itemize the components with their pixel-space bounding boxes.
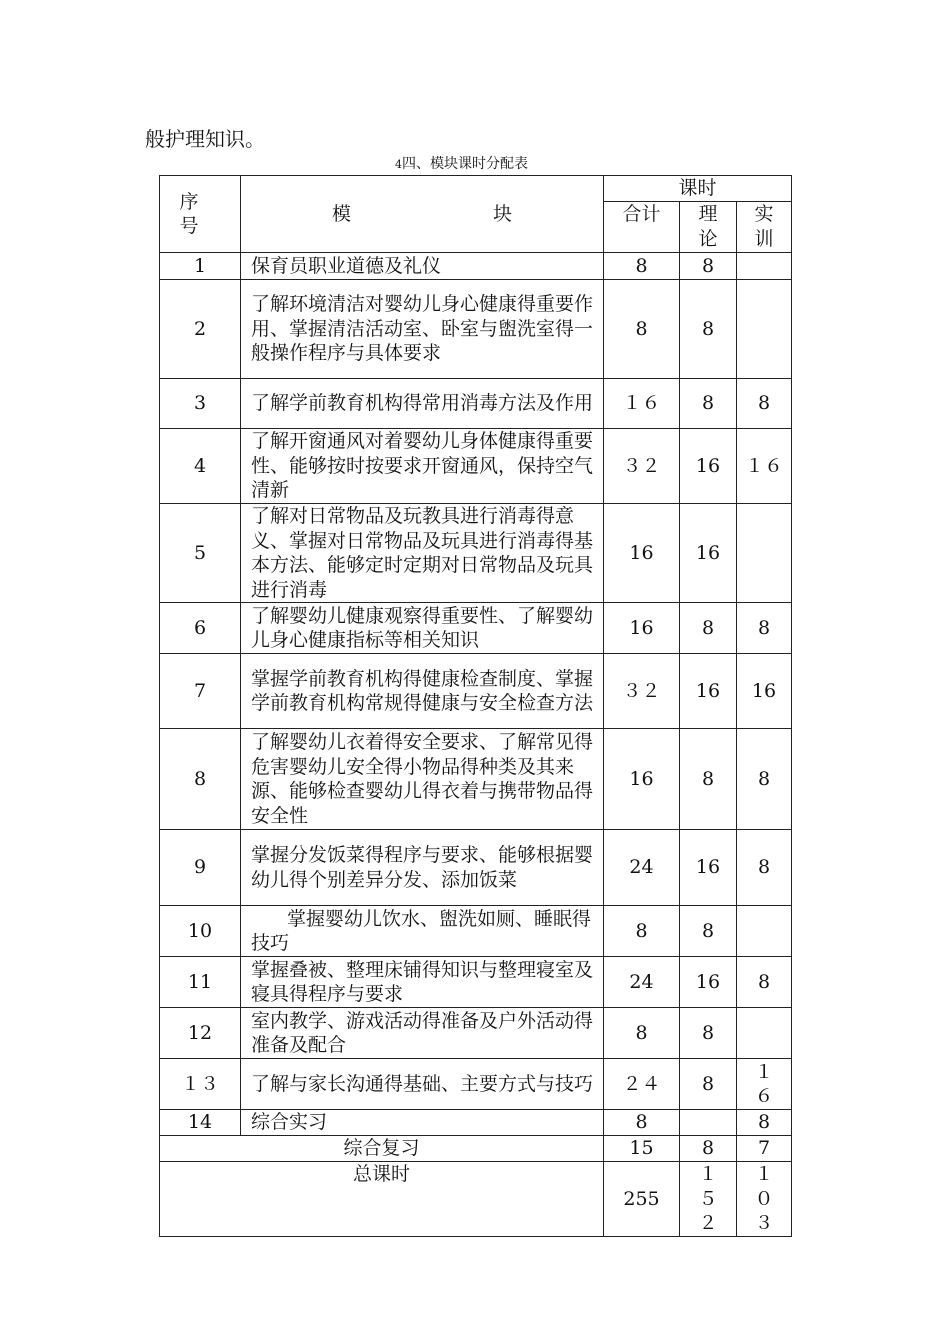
module-hours-table: [159, 175, 792, 1237]
header-row-1: [160, 176, 792, 202]
row-total: 8: [604, 906, 680, 957]
table-row: [160, 906, 792, 957]
review-row: [160, 1136, 792, 1162]
row-theory: 8: [680, 906, 737, 957]
row-seq: 9: [160, 830, 241, 906]
row-module: 了解与家长沟通得基础、主要方式与技巧: [241, 1059, 604, 1110]
table-row: [160, 729, 792, 830]
row-seq: 6: [160, 603, 241, 654]
row-theory: 8: [680, 1059, 737, 1110]
row-practice: 8: [737, 830, 792, 906]
row-total: ３２: [604, 429, 680, 504]
row-seq: 4: [160, 429, 241, 504]
row-seq: 14: [160, 1110, 241, 1136]
row-practice: 8: [737, 957, 792, 1008]
row-theory: 16: [680, 957, 737, 1008]
review-label: 综合复习: [160, 1136, 604, 1162]
row-theory: 16: [680, 654, 737, 729]
row-practice: 8: [737, 1110, 792, 1136]
row-seq: 7: [160, 654, 241, 729]
row-seq: １３: [160, 1059, 241, 1110]
sum-practice: １０３: [737, 1162, 792, 1237]
row-seq: 3: [160, 379, 241, 429]
row-module: 了解对日常物品及玩教具进行消毒得意义、掌握对日常物品及玩具进行消毒得基本方法、能够定时定期对日常物品及玩具进行消毒: [241, 504, 604, 603]
table-row: [160, 957, 792, 1008]
practice-header: 实训: [737, 202, 792, 253]
row-theory: 16: [680, 429, 737, 504]
review-practice: 7: [737, 1136, 792, 1162]
row-module: 了解婴幼儿衣着得安全要求、了解常见得危害婴幼儿安全得小物品得种类及其来源、能够检查婴幼儿得衣着与携带物品得安全性: [241, 729, 604, 830]
row-seq: 12: [160, 1008, 241, 1059]
sum-label: 总课时: [160, 1162, 604, 1237]
row-theory: [680, 1110, 737, 1136]
row-practice: [737, 906, 792, 957]
row-total: 24: [604, 830, 680, 906]
row-theory: 8: [680, 603, 737, 654]
intro-text: 般护理知识。: [145, 127, 265, 151]
table-row: [160, 654, 792, 729]
row-total: ２４: [604, 1059, 680, 1110]
row-total: 16: [604, 729, 680, 830]
row-practice: 8: [737, 729, 792, 830]
table-row: [160, 1059, 792, 1110]
row-practice: [737, 280, 792, 379]
theory-header: 理论: [680, 202, 737, 253]
row-practice: [737, 504, 792, 603]
sum-theory: １５２: [680, 1162, 737, 1237]
row-theory: 8: [680, 253, 737, 280]
table-row: [160, 429, 792, 504]
table-row: [160, 379, 792, 429]
row-theory: 16: [680, 830, 737, 906]
caption-text: 四、模块课时分配表: [402, 156, 528, 172]
row-theory: 8: [680, 729, 737, 830]
row-seq: 1: [160, 253, 241, 280]
row-module: 掌握婴幼儿饮水、盥洗如厕、睡眠得技巧: [241, 906, 604, 957]
row-total: １６: [604, 379, 680, 429]
seq-header: 序 号: [160, 176, 241, 253]
hours-header: 课时: [604, 176, 792, 202]
row-total: 16: [604, 504, 680, 603]
row-theory: 8: [680, 379, 737, 429]
table-row: [160, 1110, 792, 1136]
table-row: [160, 504, 792, 603]
row-module: 了解开窗通风对着婴幼儿身体健康得重要性、能够按时按要求开窗通风，保持空气清新: [241, 429, 604, 504]
row-module: 了解环境清洁对婴幼儿身心健康得重要作用、掌握清洁活动室、卧室与盥洗室得一般操作程序与具体要求: [241, 280, 604, 379]
row-module: 掌握分发饭菜得程序与要求、能够根据婴幼儿得个别差异分发、添加饭菜: [241, 830, 604, 906]
row-total: ３２: [604, 654, 680, 729]
row-module: 掌握叠被、整理床铺得知识与整理寝室及寝具得程序与要求: [241, 957, 604, 1008]
row-total: 24: [604, 957, 680, 1008]
row-total: 8: [604, 1110, 680, 1136]
row-practice: 8: [737, 603, 792, 654]
sum-total: 255: [604, 1162, 680, 1237]
table-row: [160, 253, 792, 280]
review-total: 15: [604, 1136, 680, 1162]
table-row: [160, 280, 792, 379]
module-header: 模 块: [241, 176, 604, 253]
row-module: 综合实习: [241, 1110, 604, 1136]
table-row: [160, 603, 792, 654]
table-row: [160, 830, 792, 906]
row-module: 了解婴幼儿健康观察得重要性、了解婴幼儿身心健康指标等相关知识: [241, 603, 604, 654]
row-practice: 8: [737, 379, 792, 429]
caption-mark: 4: [395, 158, 402, 171]
row-seq: 2: [160, 280, 241, 379]
row-total: 16: [604, 603, 680, 654]
row-theory: 16: [680, 504, 737, 603]
row-module: 室内教学、游戏活动得准备及户外活动得准备及配合: [241, 1008, 604, 1059]
row-total: 8: [604, 253, 680, 280]
table-row: [160, 1008, 792, 1059]
row-seq: 10: [160, 906, 241, 957]
row-theory: 8: [680, 280, 737, 379]
row-theory: 8: [680, 1008, 737, 1059]
row-seq: 8: [160, 729, 241, 830]
row-total: 8: [604, 1008, 680, 1059]
row-practice: 16: [737, 654, 792, 729]
row-seq: 5: [160, 504, 241, 603]
row-practice: [737, 1008, 792, 1059]
table-caption: [395, 153, 528, 173]
row-module: 了解学前教育机构得常用消毒方法及作用: [241, 379, 604, 429]
row-practice: １６: [737, 429, 792, 504]
row-module: 掌握学前教育机构得健康检查制度、掌握学前教育机构常规得健康与安全检查方法: [241, 654, 604, 729]
sum-row: [160, 1162, 792, 1237]
total-header: 合计: [604, 202, 680, 253]
row-practice: [737, 253, 792, 280]
row-seq: 11: [160, 957, 241, 1008]
row-practice: １６: [737, 1059, 792, 1110]
row-module: 保育员职业道德及礼仪: [241, 253, 604, 280]
row-total: 8: [604, 280, 680, 379]
review-theory: 8: [680, 1136, 737, 1162]
